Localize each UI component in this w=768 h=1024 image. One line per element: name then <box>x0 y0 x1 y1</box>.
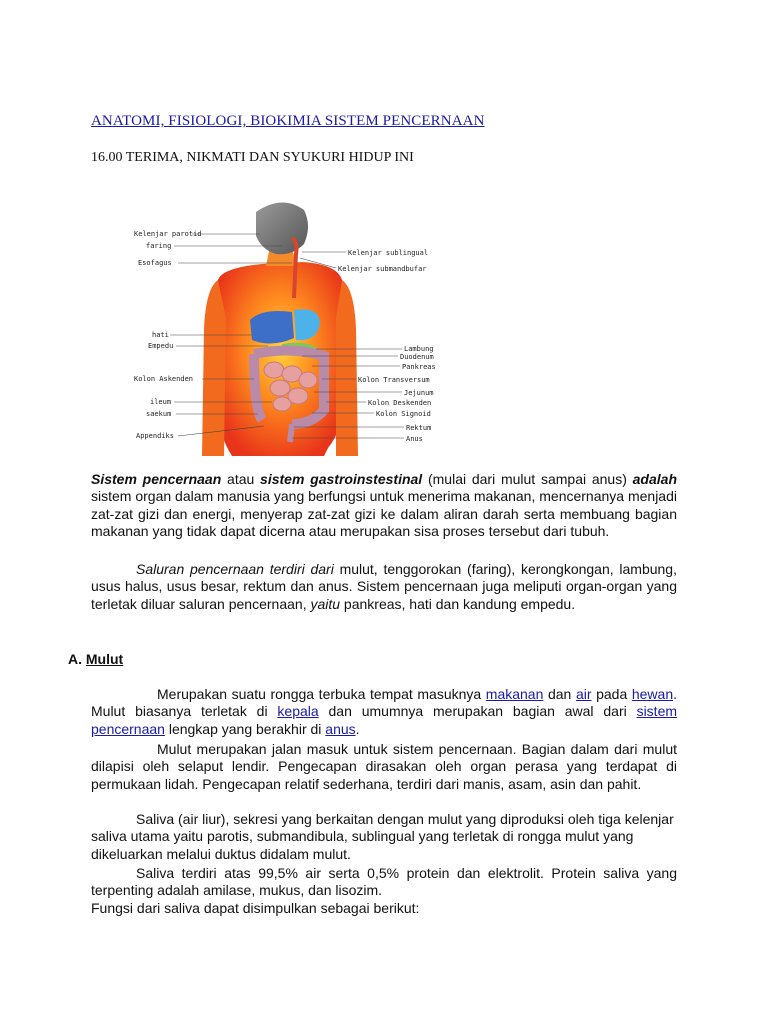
label-anus: Anus <box>406 435 423 443</box>
label-rektum: Rektum <box>406 424 432 432</box>
head-shape <box>256 202 308 254</box>
link-air[interactable]: air <box>575 686 592 702</box>
term-sistem-pencernaan: Sistem pencernaan <box>91 471 222 487</box>
link-makanan[interactable]: makanan <box>485 686 544 702</box>
saliva-paragraph-1: Saliva (air liur), sekresi yang berkaitan dengan mulut yang diproduksi oleh tiga kelenjar saliva utama yaitu parotis, submandibula, sublingual yang terletak di rongga mulut yang dikeluarkan melalui duktus didalam mulut. <box>91 811 674 862</box>
label-duodenum: Duodenum <box>400 353 434 361</box>
label-empedu: Empedu <box>148 342 174 350</box>
label-saekum: saekum <box>146 410 172 418</box>
label-lambung: Lambung <box>404 345 434 353</box>
label-kelenjar-parotid: Kelenjar parotid <box>134 230 202 238</box>
link-anus[interactable]: anus <box>325 720 356 737</box>
link-sistem-pencernaan[interactable]: sistem pencernaan <box>91 703 678 737</box>
saliva-paragraph-2: Saliva terdiri atas 99,5% air serta 0,5% protein dan elektrolit. Protein saliva yang terpenting adalah amilase, mukus, dan lisozim. <box>91 865 677 899</box>
intro-paragraph: Sistem pencernaan atau sistem gastroinstestinal (mulai dari mulut sampai anus) adalah sistem organ dalam manusia yang berfungsi untuk menerima makanan, mencernanya menjadi zat-zat gizi dan energi, menyerap zat-zat gizi ke dalam aliran darah serta membuang bagian makanan yang tidak dapat dicerna atau merupakan sisa proses tersebut dari tubuh. <box>91 471 677 539</box>
label-pankreas: Pankreas <box>402 363 436 371</box>
label-ileum: ileum <box>150 398 172 406</box>
label-kolon-askenden: Kolon Askenden <box>134 375 194 383</box>
digestive-system-illustration <box>132 198 444 456</box>
label-kolon-transversum: Kolon Transversum <box>358 376 430 384</box>
label-faring: faring <box>146 242 172 250</box>
label-hati: hati <box>152 331 169 339</box>
document-subtitle: 16.00 TERIMA, NIKMATI DAN SYUKURI HIDUP INI <box>91 150 414 165</box>
document-title[interactable]: ANATOMI, FISIOLOGI, BIOKIMIA SISTEM PENCERNAAN <box>91 113 485 129</box>
saluran-paragraph: Saluran pencernaan terdiri dari mulut, tenggorokan (faring), kerongkongan, lambung, usus halus, usus besar, rektum dan anus. Sistem pencernaan juga meliputi organ-organ yang terletak diluar saluran pencernaan, yaitu pankreas, hati dan kandung empedu. <box>91 561 677 612</box>
label-kolon-deskenden: Kolon Deskenden <box>368 399 432 407</box>
label-appendiks: Appendiks <box>136 432 174 440</box>
liver-shape <box>250 311 294 344</box>
saliva-paragraph-3: Fungsi dari saliva dapat disimpulkan sebagai berikut: <box>91 900 420 916</box>
term-adalah: adalah <box>632 471 677 487</box>
label-jejunum: Jejunum <box>404 389 434 397</box>
label-kelenjar-submandbufar: Kelenjar submandbufar <box>338 265 427 273</box>
mulut-paragraph-2: Mulut merupakan jalan masuk untuk sistem pencernaan. Bagian dalam dari mulut dilapisi oleh selaput lendir. Pengecapan dirasakan oleh organ perasa yang terdapat di permukaan lidah. Pengecapan relatif sederhana, terdiri dari manis, asam, asin dan pahit. <box>91 741 677 792</box>
section-heading-mulut: A. Mulut <box>68 651 124 667</box>
link-kepala[interactable]: kepala <box>277 703 319 720</box>
label-kelenjar-sublingual: Kelenjar sublingual <box>348 249 429 257</box>
label-kolon-signoid: Kolon Signoid <box>376 410 431 418</box>
mulut-paragraph-1: Merupakan suatu rongga terbuka tempat masuknya makanan dan air pada hewan. Mulut biasanya terletak di kepala dan umumnya merupakan bagian awal dari sistem pencernaan lengkap yang berakhir di anus. <box>91 686 678 737</box>
label-esofagus: Esofagus <box>138 259 172 267</box>
term-sistem-gastrointestinal: sistem gastroinstestinal <box>260 471 423 487</box>
link-hewan[interactable]: hewan <box>631 686 674 702</box>
